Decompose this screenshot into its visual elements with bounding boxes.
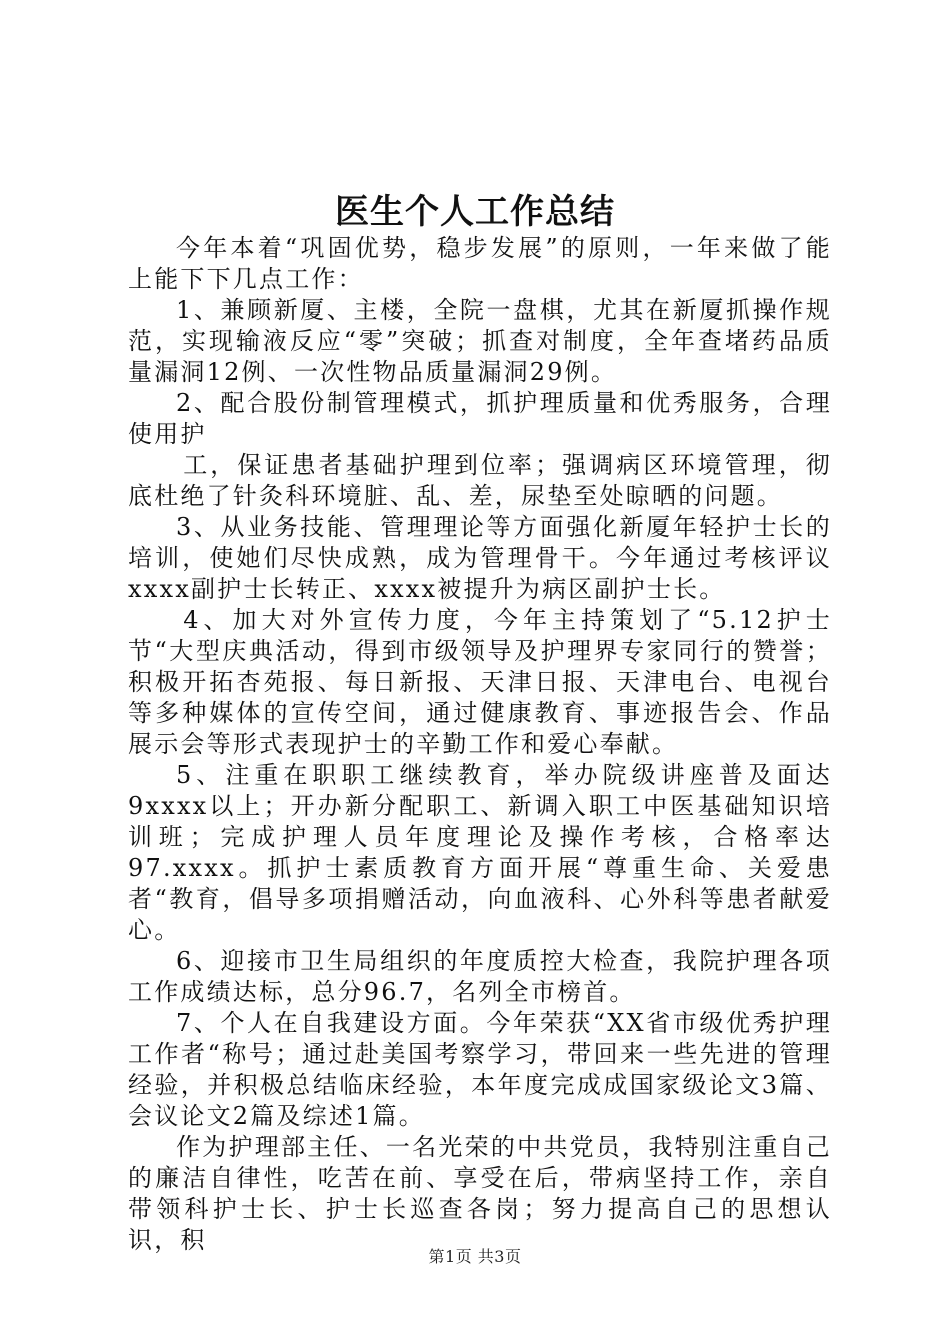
paragraph-item-2: 2、配合股份制管理模式，抓护理质量和优秀服务，合理使用护 [128, 389, 832, 448]
paragraph-item-7: 7、个人在自我建设方面。今年荣获“XX省市级优秀护理工作者“称号；通过赴美国考察学习，带回来一些先进的管理经验，并积极总结临床经验，本年度完成成国家级论文3篇、会议论文2篇及综述1篇。 [128, 1009, 832, 1130]
document-body [128, 233, 832, 1256]
paragraph-item-6: 6、迎接市卫生局组织的年度质控大检查，我院护理各项工作成绩达标，总分96.7，名列全市榜首。 [128, 947, 832, 1006]
document-title: 医生个人工作总结 [335, 192, 615, 232]
paragraph-closing: 作为护理部主任、一名光荣的中共党员，我特别注重自己的廉洁自律性，吃苦在前、享受在后，带病坚持工作，亲自带领科护士长、护士长巡查各岗；努力提高自己的思想认识，积 [128, 1133, 832, 1254]
paragraph-item-3: 3、从业务技能、管理理论等方面强化新厦年轻护士长的培训，使她们尽快成熟，成为管理骨干。今年通过考核评议xxxx副护士长转正、xxxx被提升为病区副护士长。 [128, 513, 832, 603]
paragraph-item-2-continued: 工，保证患者基础护理到位率；强调病区环境管理，彻底杜绝了针灸科环境脏、乱、差，尿垫至处晾晒的问题。 [128, 451, 832, 510]
paragraph-item-5: 5、注重在职职工继续教育，举办院级讲座普及面达9xxxx以上；开办新分配职工、新调入职工中医基础知识培训班；完成护理人员年度理论及操作考核，合格率达97.xxxx。抓护士素质教育方面开展“尊重生命、关爱患者“教育，倡导多项捐赠活动，向血液科、心外科等患者献爱心。 [128, 761, 832, 944]
paragraph-intro: 今年本着“巩固优势，稳步发展”的原则，一年来做了能上能下下几点工作： [128, 234, 832, 293]
paragraph-item-4: 4、加大对外宣传力度，今年主持策划了“5.12护士节“大型庆典活动，得到市级领导及护理界专家同行的赞誉；积极开拓杏苑报、每日新报、天津日报、天津电台、电视台等多种媒体的宣传空间，通过健康教育、事迹报告会、作品展示会等形式表现护士的辛勤工作和爱心奉献。 [128, 606, 832, 758]
page-footer: 第1页 共3页 [428, 1247, 522, 1266]
paragraph-item-1: 1、兼顾新厦、主楼，全院一盘棋，尤其在新厦抓操作规范，实现输液反应“零”突破；抓查对制度，全年查堵药品质量漏洞12例、一次性物品质量漏洞29例。 [128, 296, 832, 386]
